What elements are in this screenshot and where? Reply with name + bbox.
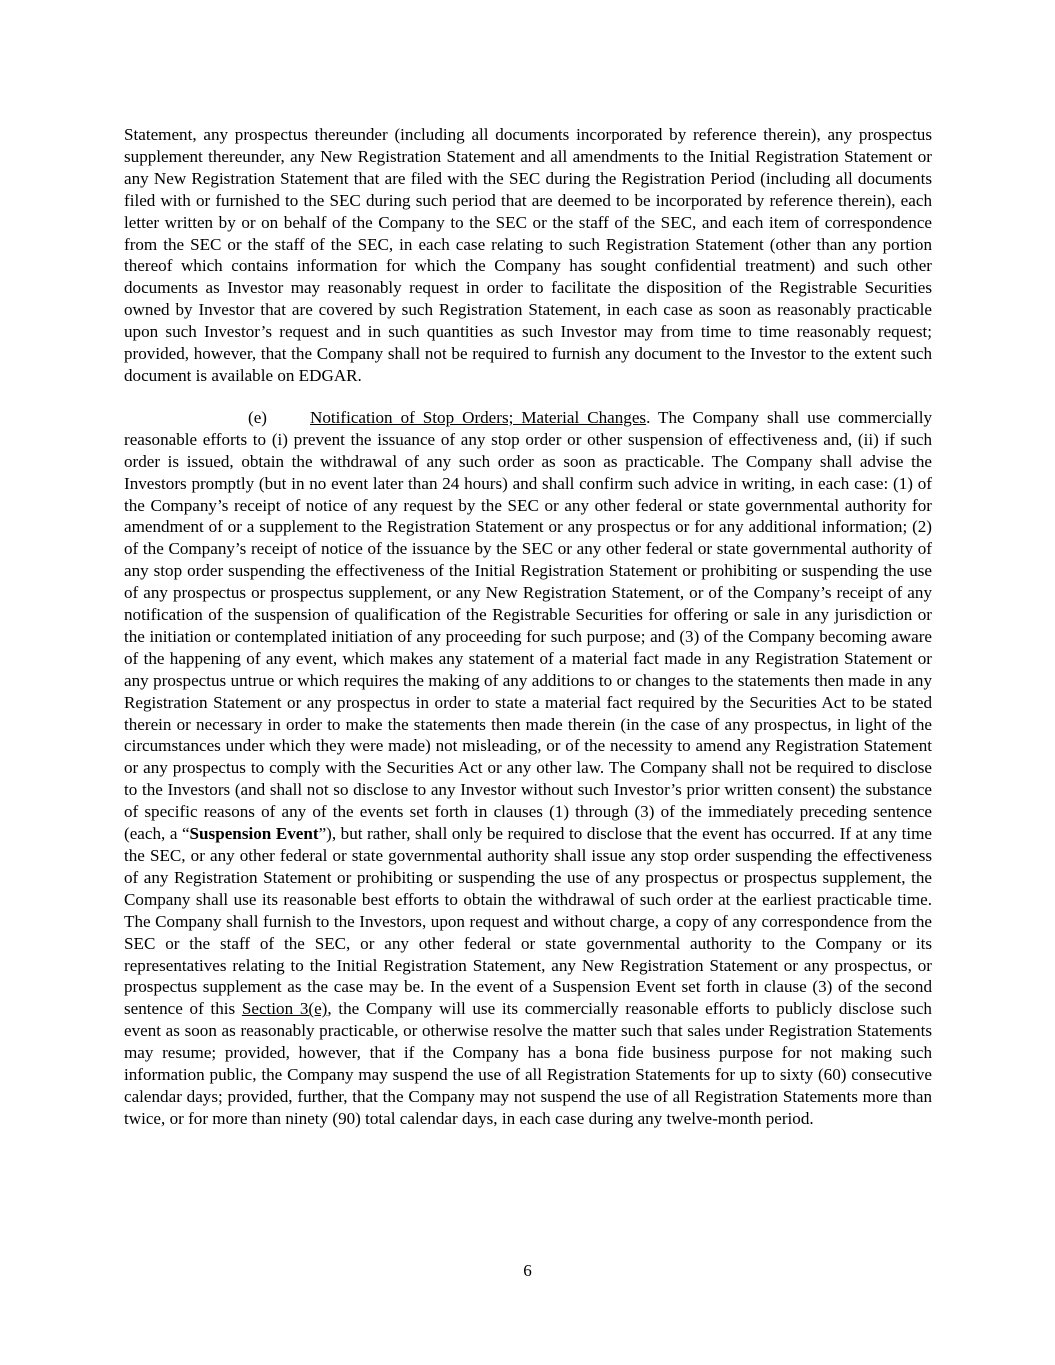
page-number: 6 [523, 1261, 532, 1280]
paragraph-continuation: Statement, any prospectus thereunder (including all documents incorporated by reference therein), any prospectus supplement thereunder, any New Registration Statement and all amendments to the Initial Registration Statement or any New Registration Statement that are filed with the SEC during the Registration Period (including all documents filed with or furnished to the SEC during such period that are deemed to be incorporated by reference therein), each letter written by or on behalf of the Company to the SEC or the staff of the SEC, and each item of correspondence from the SEC or the staff of the SEC, in each case relating to such Registration Statement (other than any portion thereof which contains information for which the Company has sought confidential treatment) and such other documents as Investor may reasonably request in order to facilitate the disposition of the Registrable Securities owned by Investor that are covered by such Registration Statement, in each case as soon as reasonably practicable upon such Investor’s request and in such quantities as such Investor may from time to time reasonably request; provided, however, that the Company shall not be required to furnish any document to the Investor to the extent such document is available on EDGAR. [124, 125, 932, 385]
section-text-part-2: ”), but rather, shall only be required to disclose that the event has occurred. If at any time the SEC, or any other federal or state governmental authority shall issue any stop order suspending the effectiveness of any Registration Statement or prohibiting or suspending the use of any prospectus or prospectus supplement, the Company shall use its reasonable best efforts to obtain the withdrawal of such order at the earliest practicable time. The Company shall furnish to the Investors, upon request and without charge, a copy of any correspondence from the SEC or the staff of the SEC, or any other federal or state governmental authority to the Company or its representatives relating to the Initial Registration Statement, any New Registration Statement or any prospectus, or prospectus supplement as the case may be. In the event of a Suspension Event set forth in clause (3) of the second sentence of this [124, 824, 932, 1019]
section-text-part-3: , the Company will use its commercially reasonable efforts to publicly disclose such event as soon as reasonably practicable, or otherwise resolve the matter such that sales under Registration Statements may resume; provided, however, that if the Company has a bona fide business purpose for not making such information public, the Company may suspend the use of all Registration Statements for up to sixty (60) consecutive calendar days; provided, further, that the Company may not suspend the use of all Registration Statements more than twice, or for more than ninety (90) total calendar days, in each case during any twelve-month period. [124, 999, 932, 1128]
document-body [124, 124, 932, 1130]
section-heading: Notification of Stop Orders; Material Changes [310, 407, 647, 427]
section-number: (e) [248, 407, 267, 427]
section-3e-paragraph [124, 407, 932, 1130]
defined-term-suspension-event: Suspension Event [189, 824, 319, 844]
section-text-part-1: . The Company shall use commercially reasonable efforts to (i) prevent the issuance of any stop order or other suspension of effectiveness and, (ii) if such order is issued, obtain the withdrawal of any such order as soon as practicable. The Company shall advise the Investors promptly (but in no event later than 24 hours) and shall confirm such advice in writing, in each case: (1) of the Company’s receipt of notice of any request by the SEC or any other federal or state governmental authority for amendment of or a supplement to the Registration Statement or any prospectus or for any additional information; (2) of the Company’s receipt of notice of the issuance by the SEC or any other federal or state governmental authority of any stop order suspending the effectiveness of the Initial Registration Statement or prohibiting or suspending the use of any prospectus or prospectus supplement, or any New Registration Statement, or of the Company’s receipt of any notification of the suspension of qualification of the Registrable Securities for offering or sale in any jurisdiction or the initiation or contemplated initiation of any proceeding for such purpose; and (3) of the Company becoming aware of the happening of any event, which makes any statement of a material fact made in any Registration Statement or any prospectus untrue or which requires the making of any additions to or changes to the statements then made in any Registration Statement or any prospectus in order to state a material fact required by the Securities Act to be stated therein or necessary in order to make the statements then made therein (in the case of any prospectus, in light of the circumstances under which they were made) not misleading, or of the necessity to amend any Registration Statement or any prospectus to comply with the Securities Act or any other law. The Company shall not be required to disclose to the Investors (and shall not so disclose to any Investor without such Investor’s prior written consent) the substance of specific reasons of any of the events set forth in clauses (1) through (3) of the immediately preceding sentence (each, a “ [124, 407, 932, 844]
section-reference-link: Section 3(e) [241, 999, 328, 1019]
